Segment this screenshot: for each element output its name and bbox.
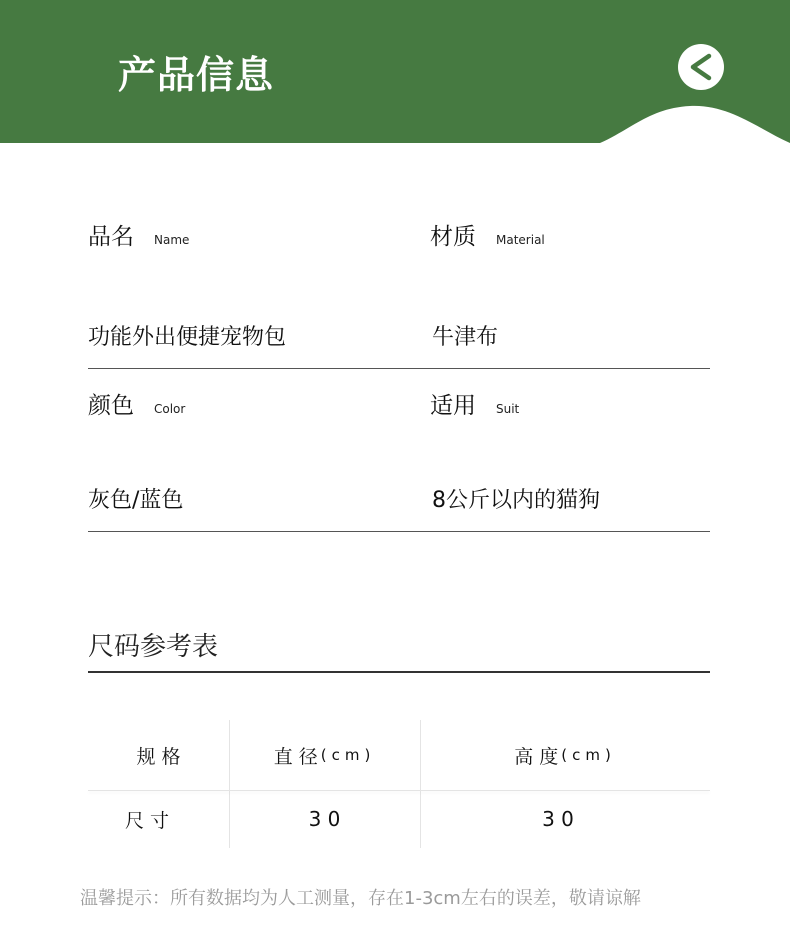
table-cell-diameter: 3 0 [308, 807, 341, 831]
size-table-title: 尺码参考表 [88, 632, 219, 662]
color-value: 灰色/蓝色 [88, 488, 184, 513]
table-header-diameter-text: 直 径 [273, 745, 318, 768]
table-cell-height: 3 0 [542, 807, 574, 831]
divider [88, 531, 710, 532]
back-button[interactable] [678, 44, 724, 90]
table-header-diameter [229, 720, 420, 790]
chevron-left-icon [678, 44, 724, 90]
table-header-spec-text: 规 格 [136, 745, 181, 768]
table-header-diameter-unit: (cm) [320, 746, 376, 764]
color-label-en: Color [154, 402, 186, 416]
material-label: 材质 [430, 224, 476, 250]
color-label-row [88, 387, 185, 420]
material-value: 牛津布 [432, 325, 499, 350]
size-table [88, 720, 710, 848]
material-label-row [430, 218, 545, 251]
name-label-en: Name [154, 233, 190, 247]
measurement-note: 温馨提示：所有数据均为人工测量，存在1-3cm左右的误差，敬请谅解 [80, 888, 641, 909]
table-header-height-unit: (cm) [561, 746, 616, 764]
table-header-height-text: 高 度 [514, 745, 559, 768]
section-divider [88, 671, 710, 673]
name-label-row [88, 218, 189, 251]
suit-label-en: Suit [496, 402, 520, 416]
table-header-height [420, 720, 710, 790]
name-value: 功能外出便捷宠物包 [88, 325, 287, 350]
divider [88, 368, 710, 369]
table-row-label: 尺 寸 [124, 809, 170, 832]
material-label-en: Material [496, 233, 545, 247]
page-title: 产品信息 [118, 53, 275, 97]
name-label: 品名 [88, 224, 134, 250]
suit-value: 8公斤以内的猫狗 [432, 488, 600, 513]
color-label: 颜色 [88, 393, 134, 419]
suit-label-row [430, 387, 519, 420]
table-header-spec [88, 720, 229, 790]
suit-label: 适用 [430, 393, 476, 419]
header-banner [0, 0, 790, 143]
